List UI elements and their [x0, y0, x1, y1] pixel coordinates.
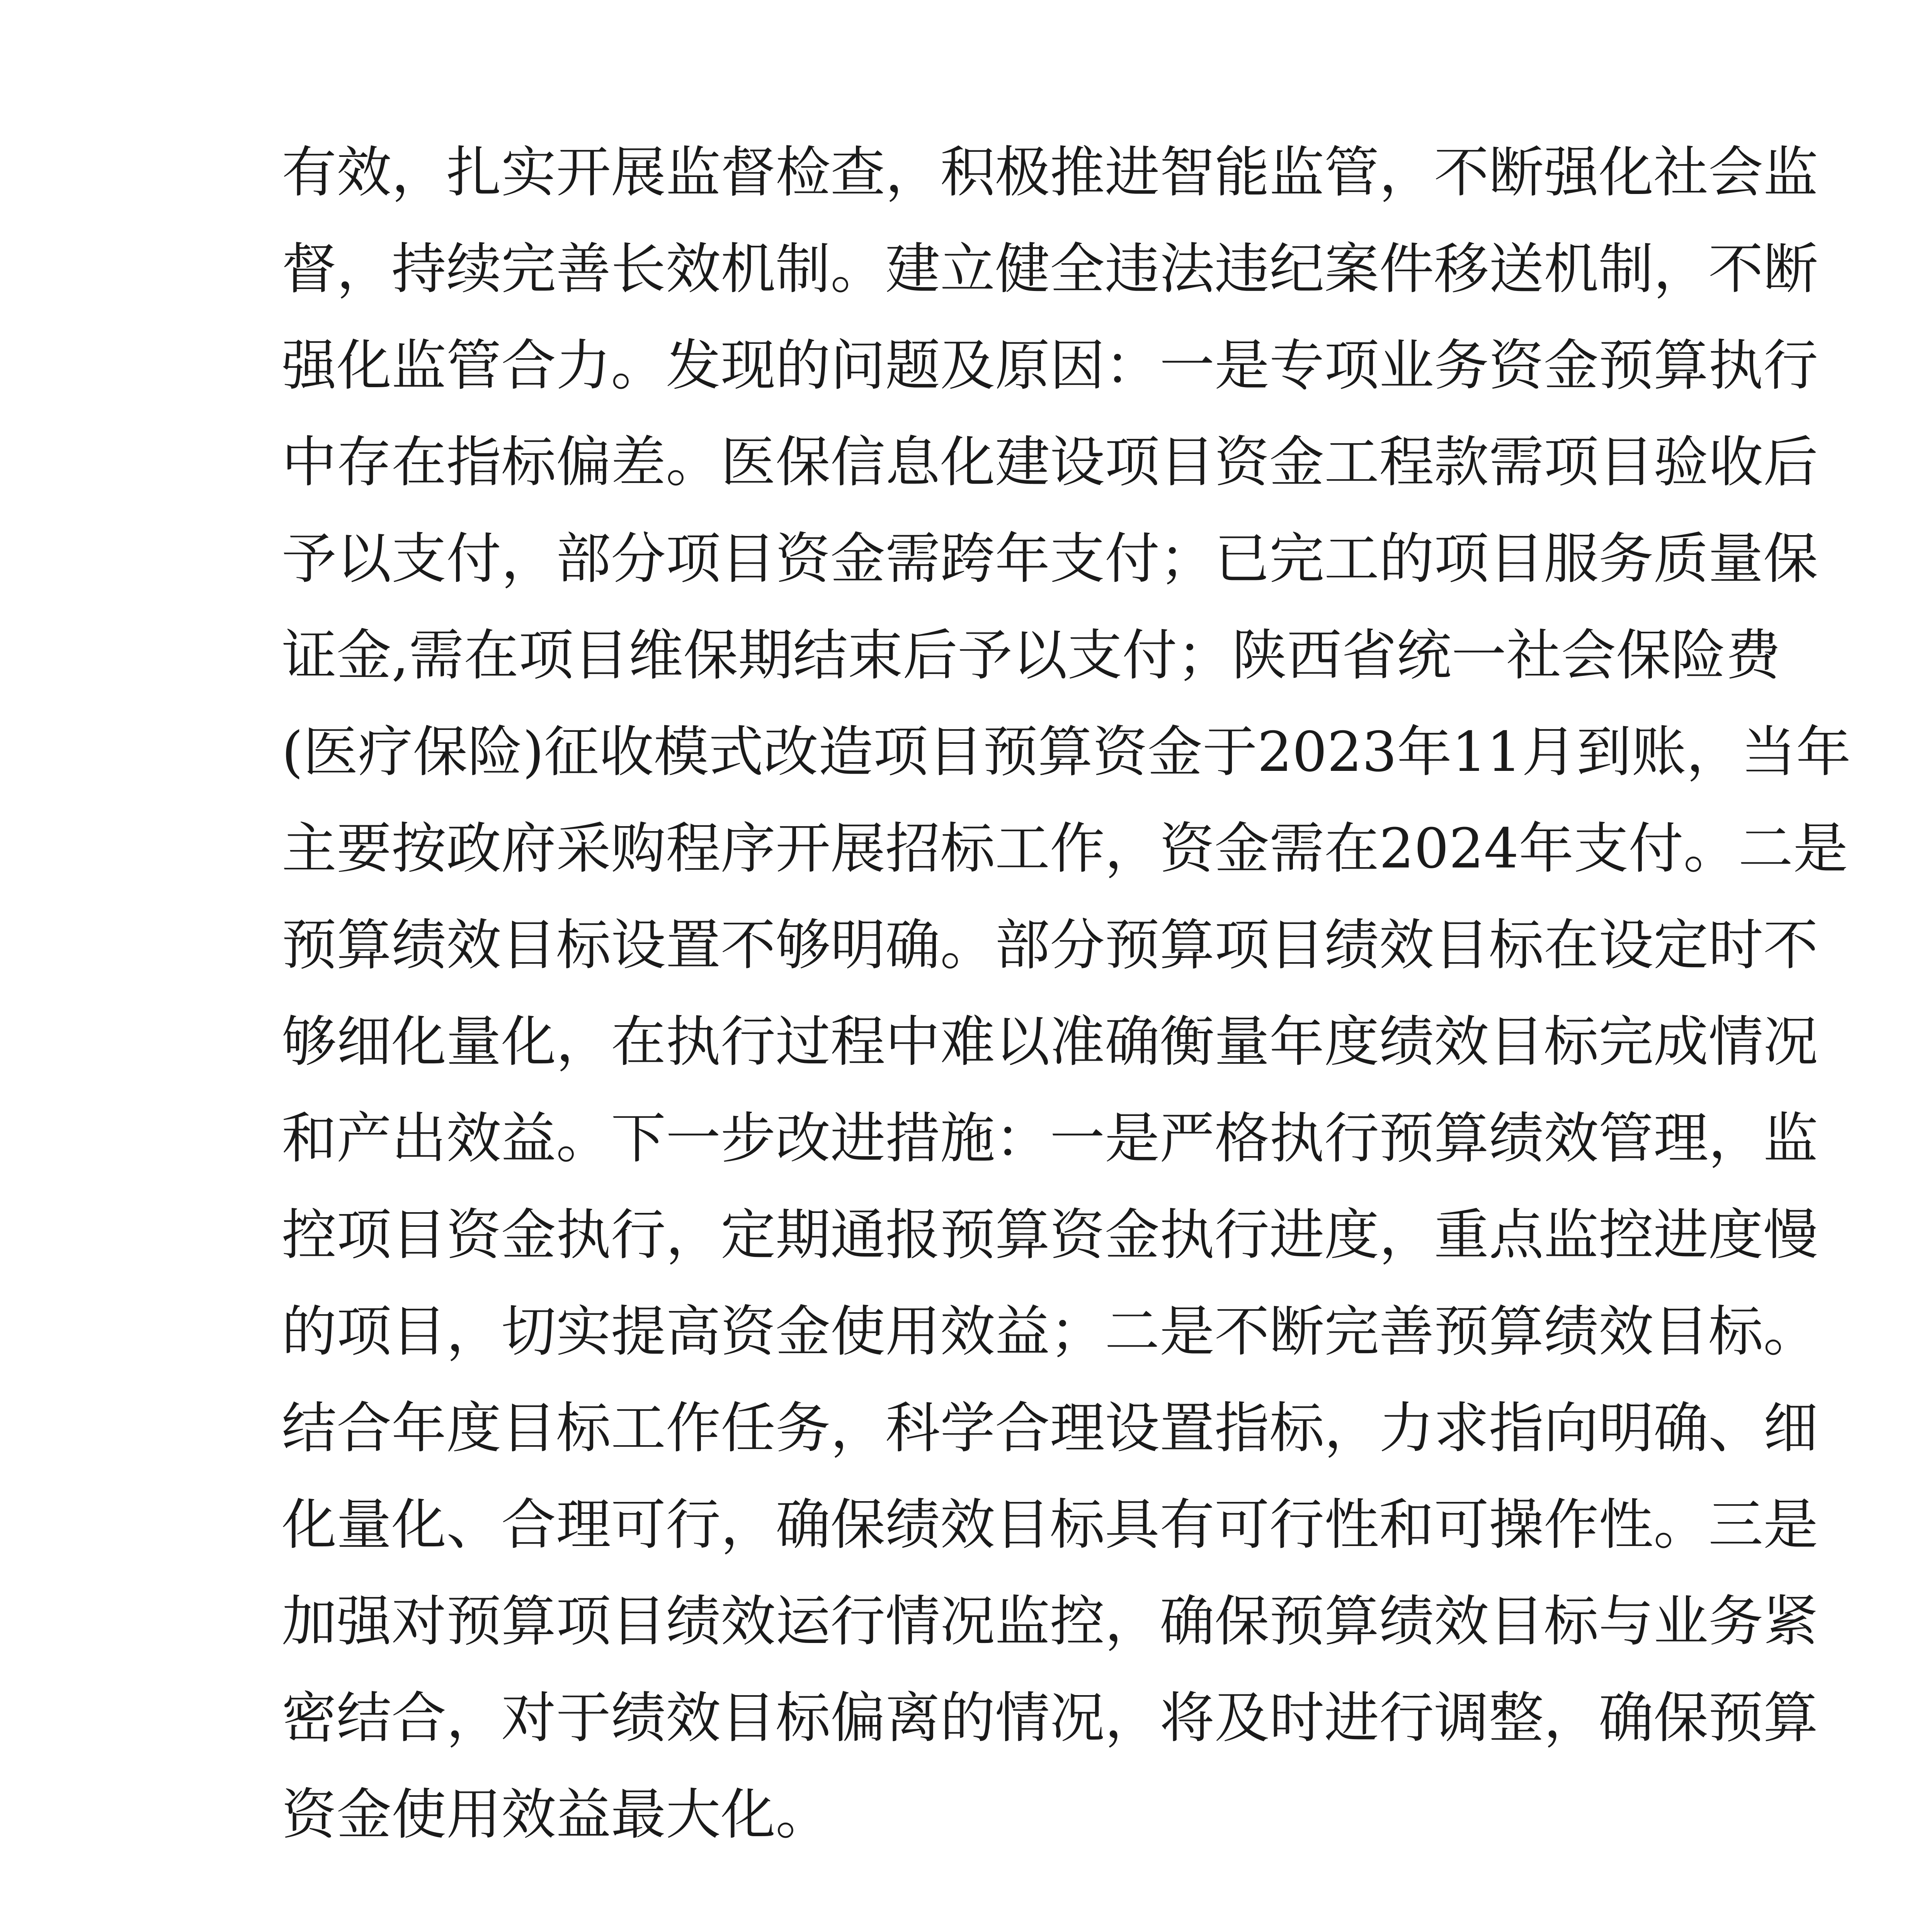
body-line: 化量化、合理可行，确保绩效目标具有可行性和可操作性。三是	[282, 1493, 1818, 1557]
body-line: 资金使用效益最大化。	[282, 1783, 830, 1847]
body-line: 予以支付，部分项目资金需跨年支付；已完工的项目服务质量保	[282, 527, 1818, 591]
body-line: 加强对预算项目绩效运行情况监控，确保预算绩效目标与业务紧	[282, 1590, 1818, 1653]
body-line: 证金,需在项目维保期结束后予以支付；陕西省统一社会保险费	[282, 624, 1781, 687]
body-paragraph	[282, 124, 1851, 1863]
body-line: 强化监管合力。发现的问题及原因：一是专项业务资金预算执行	[282, 334, 1818, 398]
body-line: 督，持续完善长效机制。建立健全违法违纪案件移送机制，不断	[282, 237, 1818, 301]
body-line: 控项目资金执行，定期通报预算资金执行进度，重点监控进度慢	[282, 1203, 1818, 1267]
body-line: 密结合，对于绩效目标偏离的情况，将及时进行调整，确保预算	[282, 1686, 1818, 1750]
body-line: 中存在指标偏差。医保信息化建设项目资金工程款需项目验收后	[282, 430, 1818, 494]
body-line: (医疗保险)征收模式改造项目预算资金于2023年11月到账，当年	[282, 720, 1851, 784]
body-line: 和产出效益。下一步改进措施：一是严格执行预算绩效管理，监	[282, 1107, 1818, 1170]
body-line: 主要按政府采购程序开展招标工作，资金需在2024年支付。二是	[282, 817, 1848, 881]
body-line: 预算绩效目标设置不够明确。部分预算项目绩效目标在设定时不	[282, 913, 1818, 977]
body-line: 够细化量化，在执行过程中难以准确衡量年度绩效目标完成情况	[282, 1010, 1818, 1074]
body-line: 结合年度目标工作任务，科学合理设置指标，力求指向明确、细	[282, 1396, 1818, 1460]
body-line: 有效，扎实开展监督检查，积极推进智能监管，不断强化社会监	[282, 141, 1818, 204]
body-line: 的项目，切实提高资金使用效益；二是不断完善预算绩效目标。	[282, 1300, 1818, 1364]
